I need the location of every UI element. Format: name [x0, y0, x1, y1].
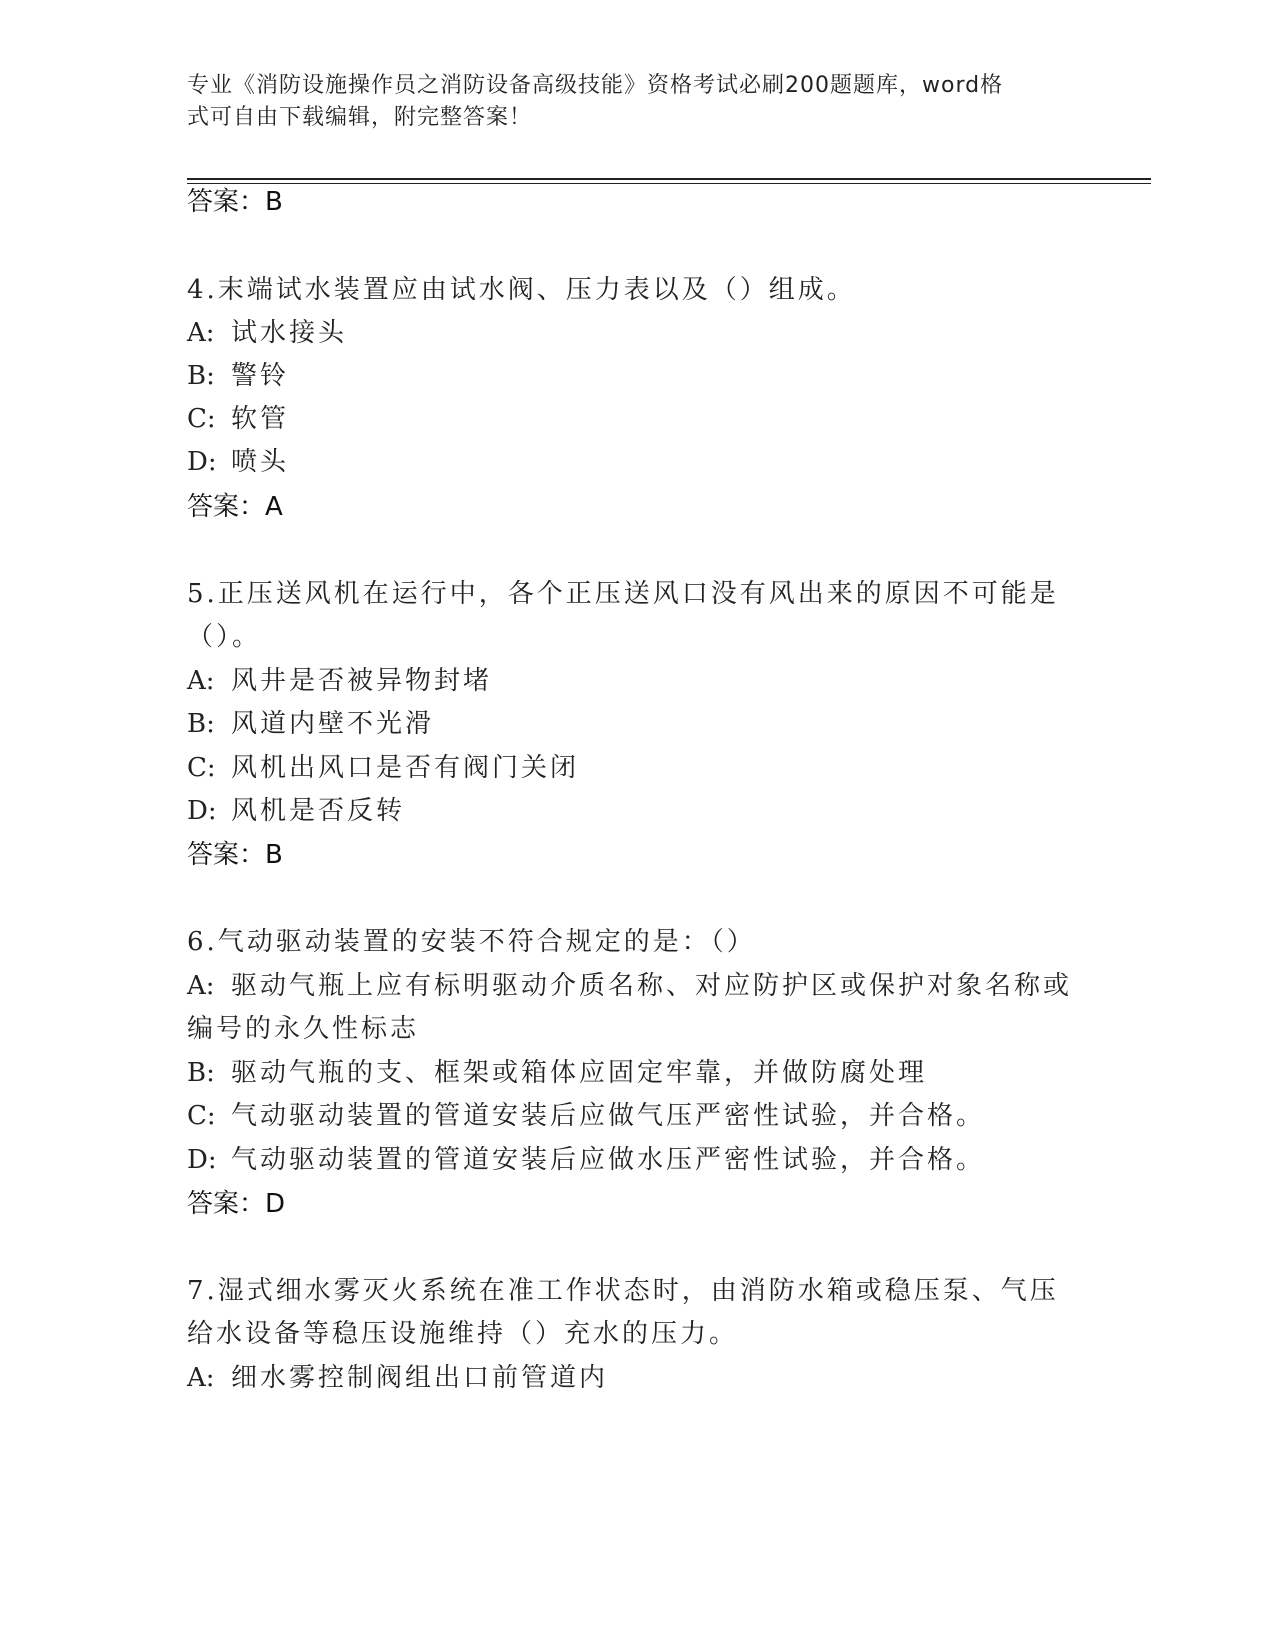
option-label: A:: [187, 318, 215, 348]
answer-prefix: 答案：: [187, 492, 266, 522]
option-text: 风机出风口是否有阀门关闭: [231, 753, 580, 783]
option-text: 试水接头: [231, 318, 348, 348]
option-label: C:: [187, 1101, 216, 1131]
option-label: A:: [187, 1363, 215, 1393]
question-5-stem: 5.正压送风机在运行中，各个正压送风口没有风出来的原因不可能是: [187, 579, 1059, 609]
answer-value: D: [265, 1189, 286, 1219]
question-5-option-d: [187, 793, 405, 829]
question-4-option-b: [187, 358, 289, 394]
question-6-answer: [187, 1186, 285, 1222]
previous-answer: [187, 184, 283, 220]
question-4-stem: 4.末端试水装置应由试水阀、压力表以及（）组成。: [187, 275, 856, 305]
header-line-2: 式可自由下载编辑，附完整答案！: [187, 105, 533, 130]
question-6-option-d: [187, 1142, 985, 1178]
answer-prefix: 答案：: [187, 187, 266, 217]
question-7-stem: 7.湿式细水雾灭火系统在准工作状态时，由消防水箱或稳压泵、气压: [187, 1276, 1059, 1306]
question-4-option-c: [187, 401, 289, 437]
option-label: D:: [187, 447, 217, 477]
answer-prefix: 答案：: [187, 1189, 266, 1219]
option-label: A:: [187, 971, 215, 1001]
question-7-option-a: [187, 1360, 608, 1396]
option-text: 气动驱动装置的管道安装后应做水压严密性试验，并合格。: [231, 1145, 986, 1175]
option-text: 风井是否被异物封堵: [231, 666, 493, 696]
question-6-option-a: [187, 968, 1072, 1004]
option-label: C:: [187, 753, 216, 783]
answer-value: B: [265, 187, 283, 217]
question-6-option-c: [187, 1098, 985, 1134]
option-text: 风机是否反转: [231, 796, 406, 826]
option-text: 喷头: [231, 447, 290, 477]
option-label: B:: [187, 361, 215, 391]
option-text: 细水雾控制阀组出口前管道内: [231, 1363, 609, 1393]
option-label: B:: [187, 1058, 215, 1088]
option-label: B:: [187, 709, 215, 739]
question-5-option-b: [187, 706, 434, 742]
header-divider-thin: [187, 183, 1151, 184]
option-text: 驱动气瓶上应有标明驱动介质名称、对应防护区或保护对象名称或: [231, 971, 1073, 1001]
option-label: A:: [187, 666, 215, 696]
option-text: 气动驱动装置的管道安装后应做气压严密性试验，并合格。: [231, 1101, 986, 1131]
question-4-answer: [187, 489, 283, 525]
question-4-option-d: [187, 444, 289, 480]
question-5-answer: [187, 837, 283, 873]
document-header: [187, 70, 1077, 134]
answer-value: A: [265, 492, 283, 522]
question-6-option-a-cont: 编号的永久性标志: [187, 1014, 420, 1044]
header-divider-thick: [187, 178, 1151, 180]
option-text: 软管: [231, 404, 290, 434]
question-5-option-a: [187, 663, 492, 699]
question-5-option-c: [187, 750, 579, 786]
question-4-option-a: [187, 315, 347, 351]
question-5-stem-cont: （）。: [187, 622, 262, 652]
option-text: 风道内壁不光滑: [231, 709, 435, 739]
option-label: C:: [187, 404, 216, 434]
option-text: 警铃: [231, 361, 290, 391]
option-label: D:: [187, 796, 217, 826]
question-7-stem-cont: 给水设备等稳压设施维持（）充水的压力。: [187, 1319, 739, 1349]
answer-value: B: [265, 840, 283, 870]
option-text: 驱动气瓶的支、框架或箱体应固定牢靠，并做防腐处理: [231, 1058, 928, 1088]
option-label: D:: [187, 1145, 217, 1175]
question-6-option-b: [187, 1055, 927, 1091]
question-6-stem: 6.气动驱动装置的安装不符合规定的是：（）: [187, 927, 756, 957]
answer-prefix: 答案：: [187, 840, 266, 870]
header-line-1: 专业《消防设施操作员之消防设备高级技能》资格考试必刷200题题库，word格: [187, 73, 1004, 98]
